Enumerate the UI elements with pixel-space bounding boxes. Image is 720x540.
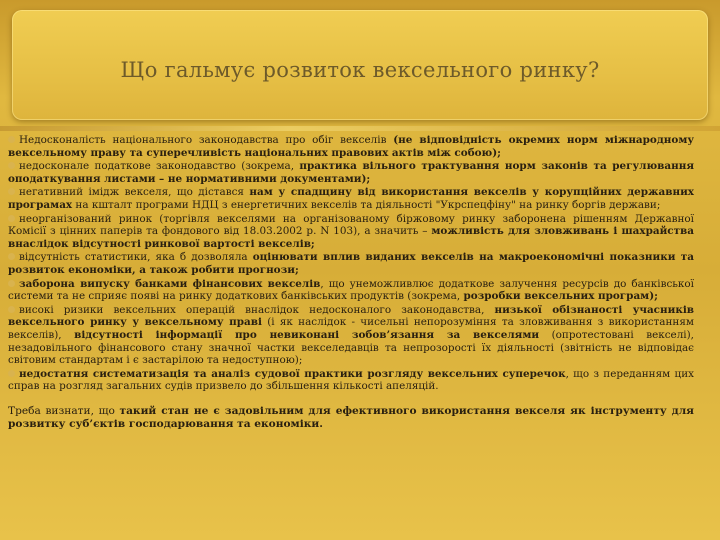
item-text: (не відповідність окремих норм міжнародному вексельному праву та суперечливість національних правових актів між собою); <box>8 134 694 159</box>
list-item <box>8 213 694 251</box>
conclusion-text: Треба визнати, що <box>8 404 120 417</box>
item-text: , що унеможливлює додаткове залучення ресурсів до банківської системи та не сприяє появі на ринку додаткових банківських продуктів (зокрема, <box>8 277 694 303</box>
divider <box>0 126 720 131</box>
item-text: (і як наслідок - чисельні непорозуміння та зловживання з використанням векселів), <box>8 316 694 341</box>
bullet-dot-icon <box>8 162 15 169</box>
item-text: високі ризики вексельних операцій внаслідок недосконалого законодавства, <box>19 303 495 316</box>
item-text: відсутність статистики, яка б дозволяла <box>19 251 253 264</box>
slide-body <box>8 134 694 431</box>
item-text: заборона випуску банками фінансових векселів <box>19 277 321 290</box>
item-text: негативний імідж векселя, що дістався <box>19 186 250 199</box>
item-text: (опротестовані векселі), незадовільного фінансового стану значної частки векселедавців та непрозорості їх діяльності (звітність не відповідає світовим стандартам і є застарілою та недоступною); <box>8 328 694 367</box>
bullet-dot-icon <box>8 306 15 313</box>
list-item <box>8 186 694 211</box>
bullet-dot-icon <box>8 136 15 143</box>
item-text: недосконале податкове законодавство (зокрема, <box>19 160 300 173</box>
conclusion-text: такий стан не є задовільним для ефективного використання векселя як інструменту для розвитку суб’єктів господарювання та економіки. <box>8 404 694 430</box>
slide-title: Що гальмує розвиток вексельного ринку? <box>120 58 600 82</box>
title-panel <box>12 10 708 120</box>
item-text: нам у спадщину від використання векселів у корупційних державних програмах <box>8 186 694 211</box>
list-item <box>8 278 694 303</box>
item-text: на кшталт програми НДЦ з енергетичних векселів та діяльності "Укрспецфіну" на ринку боргів держави; <box>72 198 661 211</box>
bullet-dot-icon <box>8 280 15 287</box>
bullet-list <box>8 134 694 393</box>
item-text: низької обізнаності учасників вексельного ринку у вексельному праві <box>8 303 694 329</box>
item-text: оцінювати вплив виданих векселів на макроекономічні показники та розвиток економіки, а також робити прогнози; <box>8 251 694 276</box>
bullet-dot-icon <box>8 253 15 260</box>
item-text: практика вільного трактування норм законів та регулювання оподаткування листами – не нормативними документами); <box>8 160 694 185</box>
list-item <box>8 134 694 159</box>
bullet-dot-icon <box>8 215 15 222</box>
item-text: можливість для зловживань і шахрайства внаслідок відсутності ринкової вартості векселів; <box>8 225 694 250</box>
item-text: , що з переданням цих справ на розгляд загальних судів призвело до збільшення кількості апеляцій. <box>8 367 694 393</box>
item-text: недостатня систематизація та аналіз судової практики розгляду вексельних суперечок <box>19 367 566 380</box>
list-item <box>8 304 694 367</box>
item-text: неорганізований ринок (торгівля векселями на організованому біржовому ринку заборонена рішенням Державної Комісії з цінних паперів та фондового від 18.03.2002 р. N 103), а значить – <box>8 212 694 238</box>
bullet-dot-icon <box>8 188 15 195</box>
bullet-dot-icon <box>8 370 15 377</box>
item-text: розробки вексельних програм); <box>463 290 658 303</box>
item-text: Недосконалість національного законодавства про обіг векселів <box>19 134 394 146</box>
list-item <box>8 368 694 393</box>
item-text: відсутності інформації про невиконані зобов’язання за векселями <box>74 328 540 341</box>
list-item <box>8 251 694 276</box>
list-item <box>8 160 694 185</box>
conclusion-paragraph <box>8 405 694 431</box>
